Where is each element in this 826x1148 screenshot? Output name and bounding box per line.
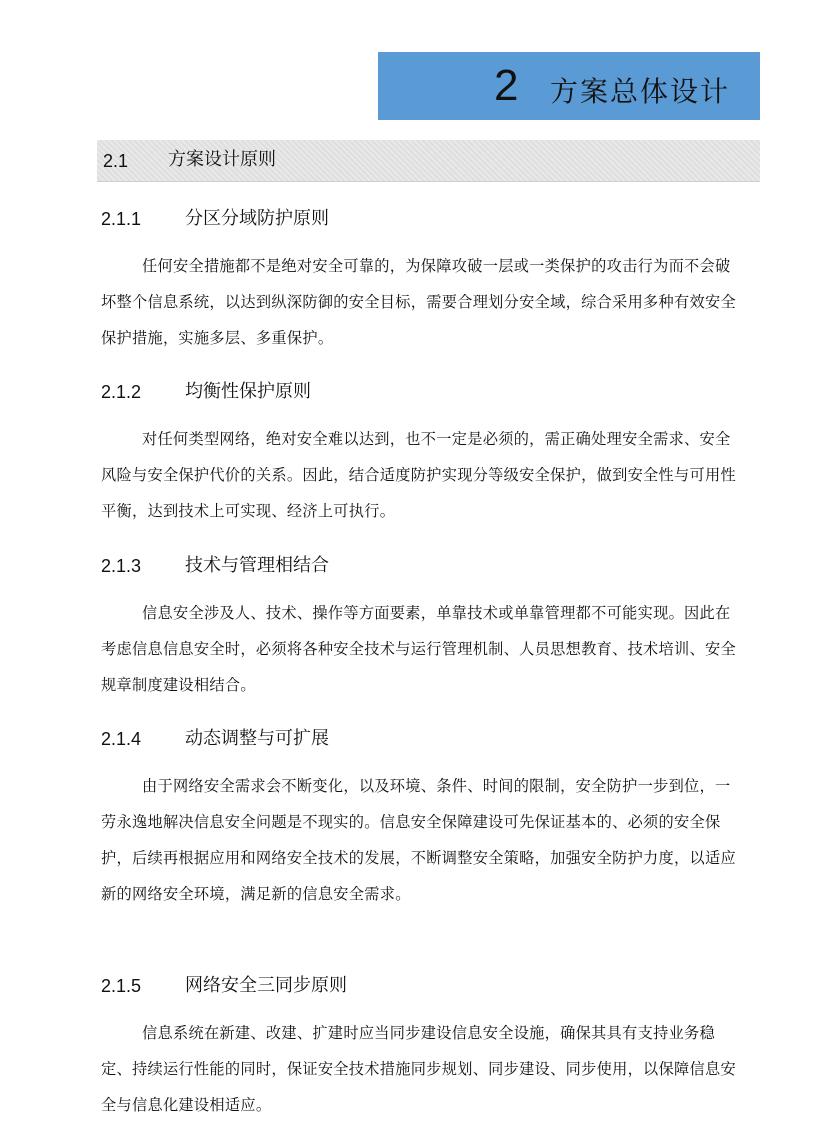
subsection-number: 2.1.2	[101, 382, 142, 402]
chapter-number: 2	[494, 61, 519, 110]
subsection-number: 2.1.3	[101, 556, 142, 576]
body-paragraph: 信息系统在新建、改建、扩建时应当同步建设信息安全设施，确保其具有支持业务稳定、持续运行性能的同时，保证安全技术措施同步规划、同步建设、同步使用，以保障信息安全与信息化建设相适应。	[101, 1024, 736, 1114]
subsection-heading	[101, 973, 741, 1001]
chapter-banner	[378, 52, 760, 120]
subsection-number: 2.1.5	[101, 976, 142, 996]
subsection-heading	[101, 379, 741, 407]
subsection-2-1-5	[101, 973, 741, 1138]
subsection-2-1-3	[101, 553, 741, 718]
body-paragraph: 由于网络安全需求会不断变化，以及环境、条件、时间的限制，安全防护一步到位，一劳永逸地解决信息安全问题是不现实的。信息安全保障建设可先保证基本的、必须的安全保护，后续再根据应用和网络安全技术的发展，不断调整安全策略，加强安全防护力度，以适应新的网络安全环境，满足新的信息安全需求。	[101, 777, 736, 903]
body-paragraph: 对任何类型网络，绝对安全难以达到，也不一定是必须的，需正确处理安全需求、安全风险与安全保护代价的关系。因此，结合适度防护实现分等级安全保护，做到安全性与可用性平衡，达到技术上可实现、经济上可执行。	[101, 430, 736, 520]
subsection-number: 2.1.4	[101, 729, 142, 749]
subsection-title: 网络安全三同步原则	[185, 975, 347, 996]
subsection-heading	[101, 553, 741, 581]
subsection-2-1-2	[101, 379, 741, 544]
subsection-heading	[101, 726, 741, 754]
body-paragraph: 信息安全涉及人、技术、操作等方面要素，单靠技术或单靠管理都不可能实现。因此在考虑信息信息安全时，必须将各种安全技术与运行管理机制、人员思想教育、技术培训、安全规章制度建设相结合。	[101, 604, 736, 694]
subsection-2-1-1	[101, 206, 741, 371]
body-paragraph: 任何安全措施都不是绝对安全可靠的，为保障攻破一层或一类保护的攻击行为而不会破坏整个信息系统，以达到纵深防御的安全目标，需要合理划分安全域，综合采用多种有效安全保护措施，实施多层、多重保护。	[101, 257, 736, 347]
subsection-title: 分区分域防护原则	[185, 208, 329, 229]
section-title: 方案设计原则	[168, 149, 276, 170]
subsection-title: 动态调整与可扩展	[185, 728, 329, 749]
chapter-title: 方案总体设计	[550, 75, 731, 108]
section-heading	[97, 140, 760, 182]
subsection-title: 均衡性保护原则	[185, 381, 311, 402]
subsection-title: 技术与管理相结合	[185, 555, 329, 576]
subsection-number: 2.1.1	[101, 209, 142, 229]
section-number: 2.1	[103, 151, 129, 171]
subsection-2-1-4	[101, 726, 741, 927]
subsection-heading	[101, 206, 741, 234]
